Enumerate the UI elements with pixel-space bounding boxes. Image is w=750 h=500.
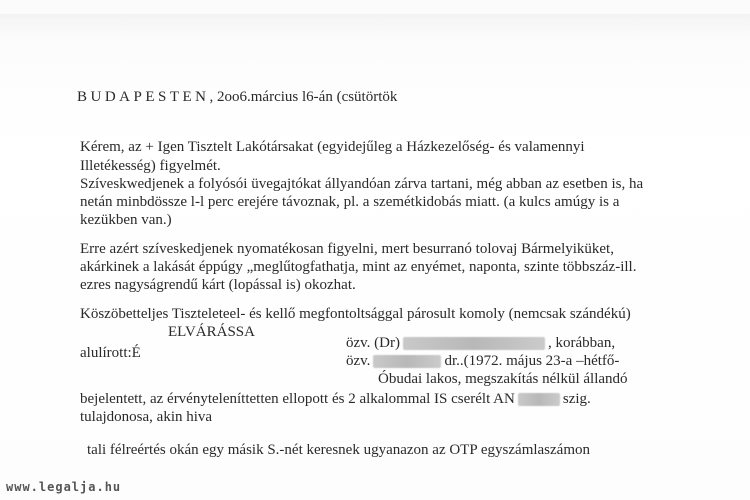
signature-label: alulírott:É [80,345,141,361]
paragraph-2-line-2: akárkinek a lakását éppúgy „meglűtogfathatja, mint az enyémet, naponta, szinte többszáz-ill. [80,259,637,275]
paragraph-2-line-3: ezres nagyságrendű kárt (lopással is) okozhat. [80,277,356,293]
signature-line-2 [346,353,619,370]
header-line [77,89,397,106]
paragraph-3-line-1 [80,391,591,408]
paragraph-4-line-1: tali félreértés okán egy másik S.-nét keresnek ugyanazon az OTP egyszámlaszámon [87,442,591,458]
paragraph-3-line-1-a: bejelentett, az érvényteleníttetten ellopott és 2 alkalommal IS cserélt AN [80,391,515,407]
paragraph-1-line-2: Illetékesség) figyelmét. [80,158,221,174]
paragraph-2-line-1: Erre azért szíveskedjenek nyomatékosan figyelni, mert besurranó tolovaj Bármelyiküket, [80,241,614,257]
signature-line-1 [346,335,615,352]
header-city: BUDAPESTEN [77,89,210,105]
watermark-text: www.legalja.hu [6,480,122,494]
signature-line-1-b: , korábban, [548,335,616,351]
paragraph-1-line-4: netán minbdössze l-l perc erejére távoznak, pl. a szemétkidobás miatt. (a kulcs amúgy is a [80,194,620,210]
redacted-name-1 [403,337,545,350]
signature-line-2-b: dr..(1972. május 23-a –hétfő- [444,353,620,369]
paragraph-1-line-3: Szíveskwedjenek a folyósói üvegajtókat állyandóan zárva tartani, még abban az esetben is, ha [80,176,644,192]
paragraph-3-line-1-b: szig. [562,391,591,407]
signature-line-3: Óbudai lakos, megszakítás nélkül állandó [378,371,628,387]
scan-shadow [0,14,750,42]
closing-line-2: ELVÁRÁSSA [168,324,255,340]
signature-line-2-a: özv. [346,353,371,369]
redacted-name-2 [373,355,441,368]
signature-line-1-a: özv. (Dr) [346,335,401,351]
header-date: , 2oo6.március l6-án (csütörtök [209,89,398,105]
closing-line-1: Köszöbetteljes Tiszteleteel- és kellő megfontoltsággal párosult komoly (nemcsak szándékú) [80,306,631,322]
paragraph-3-line-2: tulajdonosa, akin hiva [80,409,213,425]
paragraph-1-line-5: kezükben van.) [80,212,172,228]
redacted-id-number [518,393,560,406]
paragraph-1-line-1: Kérem, az + Igen Tisztelt Lakótársakat (egyidejűleg a Házkezelőség- és valamennyi [80,139,585,155]
